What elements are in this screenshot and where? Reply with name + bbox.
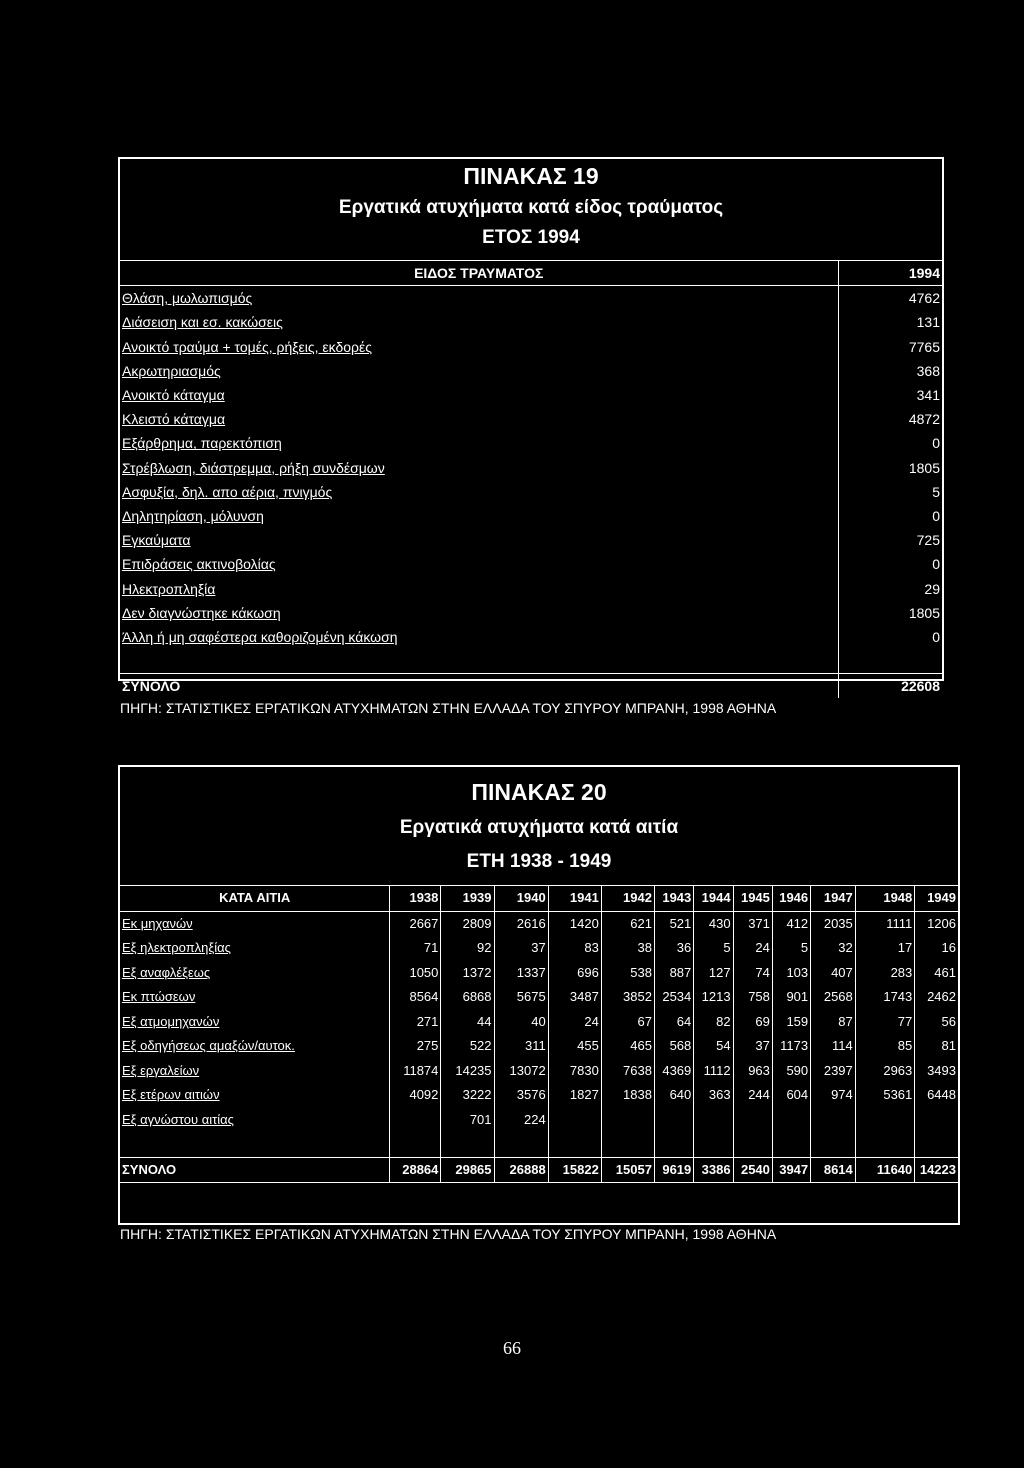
row-label: Εξ ετέρων αιτιών <box>122 1087 220 1103</box>
cell-value: 1827 <box>548 1083 601 1108</box>
row-value: 4872 <box>838 407 942 431</box>
cell-value: 6868 <box>441 985 494 1010</box>
blank-cell <box>494 1132 548 1157</box>
cell-value: 3576 <box>494 1083 548 1108</box>
row-label: Δηλητηρίαση, μόλυνση <box>122 507 264 524</box>
year-header: 1938 <box>390 886 441 912</box>
cell-value: 407 <box>811 961 856 986</box>
year-header: 1939 <box>441 886 494 912</box>
year-header: 1940 <box>494 886 548 912</box>
cell-value: 887 <box>654 961 693 986</box>
cell-value: 640 <box>654 1083 693 1108</box>
row-value: 341 <box>838 383 942 407</box>
table-20-title: ΠΙΝΑΚΑΣ 20 <box>471 779 607 805</box>
cell-value: 14235 <box>441 1059 494 1084</box>
table-row <box>120 359 942 383</box>
row-value: 29 <box>838 576 942 600</box>
year-header: 1948 <box>855 886 915 912</box>
total-value: 15822 <box>548 1157 601 1183</box>
row-value: 725 <box>838 528 942 552</box>
cell-value: 24 <box>733 936 772 961</box>
row-label: Εξ ηλεκτροπληξίας <box>122 940 231 956</box>
cell-value: 77 <box>855 1010 915 1035</box>
cell-value: 5361 <box>855 1083 915 1108</box>
total-label: ΣΥΝΟΛΟ <box>120 674 838 699</box>
cell-value: 24 <box>548 1010 601 1035</box>
cell-value <box>548 1108 601 1133</box>
year-header: 1947 <box>811 886 856 912</box>
cell-value: 5 <box>772 936 810 961</box>
total-value: 9619 <box>654 1157 693 1183</box>
table-19 <box>120 260 942 698</box>
cell-value <box>733 1108 772 1133</box>
blank-cell <box>772 1132 810 1157</box>
cell-value: 71 <box>390 936 441 961</box>
cell-value: 17 <box>855 936 915 961</box>
row-label: Επιδράσεις ακτινοβολίας <box>122 556 276 573</box>
table-row <box>120 625 942 649</box>
cell-value: 430 <box>694 911 733 936</box>
cell-value: 81 <box>915 1034 958 1059</box>
table-20-frame <box>118 765 960 1225</box>
total-value: 8614 <box>811 1157 856 1183</box>
table-19-header-year: 1994 <box>838 261 942 286</box>
blank-cell <box>441 1132 494 1157</box>
cell-value: 521 <box>654 911 693 936</box>
cell-value: 5675 <box>494 985 548 1010</box>
table-row <box>120 1108 958 1133</box>
row-label: Άλλη ή μη σαφέστερα καθοριζομένη κάκωση <box>122 628 398 645</box>
row-label: Ακρωτηριασμός <box>122 362 221 379</box>
row-value: 1805 <box>838 601 942 625</box>
cell-value: 275 <box>390 1034 441 1059</box>
cell-value: 67 <box>601 1010 654 1035</box>
table-19-subtitle: Εργατικά ατυχήματα κατά είδος τραύματος <box>338 197 724 218</box>
year-header: 1944 <box>694 886 733 912</box>
row-value: 368 <box>838 359 942 383</box>
table-20-total-row <box>120 1157 958 1183</box>
cell-value: 568 <box>654 1034 693 1059</box>
cell-value <box>855 1108 915 1133</box>
table-row <box>120 310 942 334</box>
cell-value: 522 <box>441 1034 494 1059</box>
cell-value: 4369 <box>654 1059 693 1084</box>
blank-cell <box>120 649 838 674</box>
cell-value <box>390 1108 441 1133</box>
row-label: Ασφυξία, δηλ. απο αέρια, πνιγμός <box>122 483 333 500</box>
row-label: Εξ οδηγήσεως αμαξών/αυτοκ. <box>122 1038 295 1054</box>
cell-value: 85 <box>855 1034 915 1059</box>
blank-cell <box>548 1132 601 1157</box>
cell-value: 2534 <box>654 985 693 1010</box>
total-value: 2540 <box>733 1157 772 1183</box>
cell-value: 2667 <box>390 911 441 936</box>
cell-value: 696 <box>548 961 601 986</box>
table-19-header-row <box>120 261 942 286</box>
cell-value: 56 <box>915 1010 958 1035</box>
table-row <box>120 456 942 480</box>
cell-value: 8564 <box>390 985 441 1010</box>
table-20-source: ΠΗΓΗ: ΣΤΑΤΙΣΤΙΚΕΣ ΕΡΓΑΤΙΚΩΝ ΑΤΥΧΗΜΑΤΩΝ ΣΤΗΝ ΕΛΛΑΔΑ ΤΟΥ ΣΠΥΡΟΥ ΜΠΡΑΝΗ, 1998 ΑΘΗΝΑ <box>120 1226 777 1242</box>
cell-value: 2963 <box>855 1059 915 1084</box>
total-value: 3947 <box>772 1157 810 1183</box>
row-value: 0 <box>838 625 942 649</box>
blank-cell <box>838 649 942 674</box>
table-row <box>120 407 942 431</box>
cell-value: 1372 <box>441 961 494 986</box>
table-row <box>120 911 958 936</box>
table-19-total-row <box>120 674 942 699</box>
cell-value: 2462 <box>915 985 958 1010</box>
blank-cell <box>601 1132 654 1157</box>
cell-value: 92 <box>441 936 494 961</box>
cell-value: 82 <box>694 1010 733 1035</box>
cell-value: 224 <box>494 1108 548 1133</box>
row-value: 0 <box>838 431 942 455</box>
row-label: Εξ εργαλείων <box>122 1062 200 1078</box>
page-number: 66 <box>503 1338 521 1358</box>
row-label: Διάσειση και εσ. κακώσεις <box>122 314 283 331</box>
total-value: 28864 <box>390 1157 441 1183</box>
blank-cell <box>733 1132 772 1157</box>
table-row <box>120 335 942 359</box>
cell-value: 54 <box>694 1034 733 1059</box>
cell-value: 5 <box>694 936 733 961</box>
cell-value: 4092 <box>390 1083 441 1108</box>
row-label: Κλειστό κάταγμα <box>122 411 226 428</box>
cell-value: 974 <box>811 1083 856 1108</box>
cell-value: 83 <box>548 936 601 961</box>
year-header: 1942 <box>601 886 654 912</box>
cell-value: 3222 <box>441 1083 494 1108</box>
cell-value: 363 <box>694 1083 733 1108</box>
cell-value: 455 <box>548 1034 601 1059</box>
cell-value: 271 <box>390 1010 441 1035</box>
row-value: 0 <box>838 504 942 528</box>
row-label: Εκ μηχανών <box>122 915 193 931</box>
total-value: 14223 <box>915 1157 958 1183</box>
row-value: 5 <box>838 480 942 504</box>
row-label: Εξ αναφλέξεως <box>122 964 211 980</box>
cell-value: 2397 <box>811 1059 856 1084</box>
table-row <box>120 528 942 552</box>
cell-value: 1111 <box>855 911 915 936</box>
cell-value: 1112 <box>694 1059 733 1084</box>
cell-value <box>694 1108 733 1133</box>
table-19-title: ΠΙΝΑΚΑΣ 19 <box>463 163 599 189</box>
table-row <box>120 1034 958 1059</box>
cell-value: 2809 <box>441 911 494 936</box>
total-value: 15057 <box>601 1157 654 1183</box>
row-value: 131 <box>838 310 942 334</box>
table-19-frame <box>118 157 944 695</box>
cell-value: 114 <box>811 1034 856 1059</box>
cell-value: 1337 <box>494 961 548 986</box>
blank-cell <box>855 1132 915 1157</box>
table-row <box>120 1059 958 1084</box>
cell-value: 371 <box>733 911 772 936</box>
row-label: Εξ αγνώστου αιτίας <box>122 1111 234 1127</box>
table-row <box>120 552 942 576</box>
cell-value: 2568 <box>811 985 856 1010</box>
cell-value: 283 <box>855 961 915 986</box>
table-20-year: ΕΤΗ 1938 - 1949 <box>466 851 612 872</box>
row-value: 4762 <box>838 286 942 311</box>
blank-cell <box>390 1132 441 1157</box>
table-20 <box>120 885 958 1183</box>
cell-value: 311 <box>494 1034 548 1059</box>
cell-value: 2035 <box>811 911 856 936</box>
cell-value <box>772 1108 810 1133</box>
cell-value: 11874 <box>390 1059 441 1084</box>
cell-value: 758 <box>733 985 772 1010</box>
year-header: 1943 <box>654 886 693 912</box>
cell-value: 159 <box>772 1010 810 1035</box>
table-row <box>120 1010 958 1035</box>
table-row <box>120 431 942 455</box>
total-value: 11640 <box>855 1157 915 1183</box>
total-value: 29865 <box>441 1157 494 1183</box>
row-label: Εξ ατμομηχανών <box>122 1013 220 1029</box>
year-header: 1941 <box>548 886 601 912</box>
cell-value: 69 <box>733 1010 772 1035</box>
cell-value: 127 <box>694 961 733 986</box>
cell-value: 74 <box>733 961 772 986</box>
cell-value: 36 <box>654 936 693 961</box>
table-20-subtitle: Εργατικά ατυχήματα κατά αιτία <box>399 817 679 838</box>
blank-cell <box>120 1132 390 1157</box>
year-header: 1949 <box>915 886 958 912</box>
blank-row <box>120 649 942 674</box>
table-row <box>120 961 958 986</box>
cell-value: 538 <box>601 961 654 986</box>
cell-value: 6448 <box>915 1083 958 1108</box>
cell-value: 3493 <box>915 1059 958 1084</box>
cell-value: 1050 <box>390 961 441 986</box>
cell-value: 701 <box>441 1108 494 1133</box>
cell-value: 461 <box>915 961 958 986</box>
cell-value: 1743 <box>855 985 915 1010</box>
cell-value: 1213 <box>694 985 733 1010</box>
cell-value: 32 <box>811 936 856 961</box>
cell-value: 37 <box>733 1034 772 1059</box>
cell-value: 40 <box>494 1010 548 1035</box>
table-row <box>120 286 942 311</box>
table-row <box>120 601 942 625</box>
blank-row <box>120 1132 958 1157</box>
table-row <box>120 480 942 504</box>
blank-cell <box>811 1132 856 1157</box>
row-label: Εγκαύματα <box>122 532 191 549</box>
cell-value: 38 <box>601 936 654 961</box>
blank-cell <box>654 1132 693 1157</box>
row-label: Θλάση, μωλωπισμός <box>122 290 253 307</box>
row-value: 0 <box>838 552 942 576</box>
row-label: Εκ πτώσεων <box>122 989 196 1005</box>
cell-value: 1206 <box>915 911 958 936</box>
table-19-header-label: ΕΙΔΟΣ ΤΡΑΥΜΑΤΟΣ <box>120 261 838 286</box>
cell-value <box>915 1108 958 1133</box>
cell-value <box>654 1108 693 1133</box>
cell-value: 244 <box>733 1083 772 1108</box>
table-20-header-row <box>120 886 958 912</box>
row-label: Δεν διαγνώστηκε κάκωση <box>122 604 281 621</box>
table-row <box>120 936 958 961</box>
cell-value: 16 <box>915 936 958 961</box>
row-label: Ανοικτό τραύμα + τομές, ρήξεις, εκδορές <box>122 338 372 355</box>
blank-cell <box>915 1132 958 1157</box>
total-value: 26888 <box>494 1157 548 1183</box>
cell-value: 963 <box>733 1059 772 1084</box>
cell-value: 2616 <box>494 911 548 936</box>
cell-value: 1173 <box>772 1034 810 1059</box>
year-header: 1945 <box>733 886 772 912</box>
cell-value: 13072 <box>494 1059 548 1084</box>
cell-value: 64 <box>654 1010 693 1035</box>
cell-value: 590 <box>772 1059 810 1084</box>
cell-value: 103 <box>772 961 810 986</box>
cell-value <box>601 1108 654 1133</box>
year-header: 1946 <box>772 886 810 912</box>
total-label: ΣΥΝΟΛΟ <box>120 1157 390 1183</box>
cell-value: 87 <box>811 1010 856 1035</box>
cell-value: 604 <box>772 1083 810 1108</box>
cell-value: 44 <box>441 1010 494 1035</box>
table-row <box>120 1083 958 1108</box>
cell-value: 465 <box>601 1034 654 1059</box>
cell-value: 7638 <box>601 1059 654 1084</box>
row-label: Εξάρθρημα, παρεκτόπιση <box>122 435 282 452</box>
table-row <box>120 383 942 407</box>
table-19-year: ΕΤΟΣ 1994 <box>482 227 580 248</box>
cell-value: 1838 <box>601 1083 654 1108</box>
blank-cell <box>694 1132 733 1157</box>
cell-value: 7830 <box>548 1059 601 1084</box>
total-value: 3386 <box>694 1157 733 1183</box>
cell-value: 3852 <box>601 985 654 1010</box>
row-value: 1805 <box>838 456 942 480</box>
row-label: Ηλεκτροπληξία <box>122 580 216 597</box>
row-label: Στρέβλωση, διάστρεμμα, ρήξη συνδέσμων <box>122 459 385 476</box>
row-value: 7765 <box>838 335 942 359</box>
cell-value: 3487 <box>548 985 601 1010</box>
cell-value: 412 <box>772 911 810 936</box>
total-value: 22608 <box>838 674 942 699</box>
table-row <box>120 985 958 1010</box>
cell-value: 621 <box>601 911 654 936</box>
cell-value <box>811 1108 856 1133</box>
cell-value: 1420 <box>548 911 601 936</box>
cell-value: 901 <box>772 985 810 1010</box>
cell-value: 37 <box>494 936 548 961</box>
table-row <box>120 504 942 528</box>
row-label: Ανοικτό κάταγμα <box>122 387 225 404</box>
table-19-source: ΠΗΓΗ: ΣΤΑΤΙΣΤΙΚΕΣ ΕΡΓΑΤΙΚΩΝ ΑΤΥΧΗΜΑΤΩΝ ΣΤΗΝ ΕΛΛΑΔΑ ΤΟΥ ΣΠΥΡΟΥ ΜΠΡΑΝΗ, 1998 ΑΘΗΝΑ <box>120 700 777 716</box>
table-row <box>120 576 942 600</box>
table-20-header-label: ΚΑΤΑ ΑΙΤΙΑ <box>120 886 390 912</box>
